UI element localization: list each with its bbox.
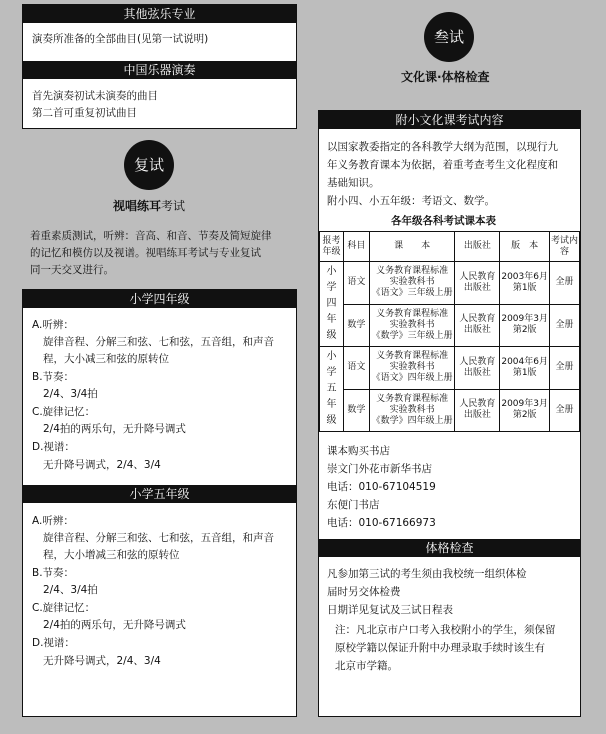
third-test-title: 文化课·体格检查 xyxy=(401,70,490,84)
book-line3: 《语文》三年级上册 xyxy=(371,288,453,299)
culture-p1: 以国家教委指定的各科教学大纲为范围，以现行九 xyxy=(327,141,558,153)
content-cell: 全册 xyxy=(550,262,580,305)
grade5-header: 小学五年级 xyxy=(23,485,296,503)
grade4-a-line1: 旋律音程、分解三和弦、七和弦，五音组，和声音 xyxy=(43,336,274,348)
retest-desc-1: 着重素质测试，听辨：音高、和音、节奏及简短旋律 xyxy=(30,230,272,242)
edition-cell xyxy=(500,347,550,390)
book-line2: 实验教科书 xyxy=(389,362,435,373)
bookstore-title: 课本购买书店 xyxy=(327,445,390,457)
col-publisher: 出版社 xyxy=(455,232,500,262)
publisher-cell xyxy=(455,389,500,432)
book-cell xyxy=(369,304,455,347)
grade4-b-label: B.节奏： xyxy=(32,371,75,383)
grade5-c-label: C.旋律记忆： xyxy=(32,602,96,614)
grade5-a-label: A.听辨： xyxy=(32,515,74,527)
book-line2: 实验教科书 xyxy=(389,277,435,288)
ear-training-box xyxy=(22,289,297,717)
content-cell: 全册 xyxy=(550,304,580,347)
grade4-c-label: C.旋律记忆： xyxy=(32,406,96,418)
book-line1: 义务教育课程标准 xyxy=(376,351,449,362)
edition-line2: 第2版 xyxy=(512,325,537,336)
book-line3: 《数学》四年级上册 xyxy=(371,415,453,426)
grade5-a-line1: 旋律音程、分解三和弦、七和弦，五音组，和声音 xyxy=(43,532,274,544)
table-row xyxy=(320,304,580,347)
retest-desc-3: 同一天交叉进行。 xyxy=(30,264,114,276)
col-content: 考试内容 xyxy=(550,232,580,262)
grade4-d-label: D.视谱： xyxy=(32,441,75,453)
textbook-table xyxy=(319,231,580,432)
physical-header: 体格检查 xyxy=(319,539,580,557)
physical-line1: 凡参加第三试的考生须由我校统一组织体检 xyxy=(327,568,527,580)
edition-line2: 第1版 xyxy=(512,367,537,378)
other-strings-header: 其他弦乐专业 xyxy=(23,5,296,23)
physical-note2: 原校学籍以保证升附中办理录取手续时该生有 xyxy=(335,642,545,654)
edition-line1: 2009年3月 xyxy=(501,314,548,325)
physical-note3: 北京市学籍。 xyxy=(335,660,398,672)
chinese-instruments-line2: 第二首可重复初试曲目 xyxy=(32,107,137,119)
col-grade: 报考年级 xyxy=(320,232,344,262)
grade5-a-line2: 程，大小增减三和弦的原转位 xyxy=(43,549,180,561)
publisher-cell xyxy=(455,304,500,347)
table-row xyxy=(320,347,580,390)
publisher-cell xyxy=(455,347,500,390)
table-row xyxy=(320,262,580,305)
grade4-d-line1: 无升降号调式，2/4、3/4 xyxy=(43,459,161,471)
grade5-d-label: D.视谱： xyxy=(32,637,75,649)
culture-p3: 基础知识。 xyxy=(327,177,380,189)
book-line3: 《数学》三年级上册 xyxy=(371,330,453,341)
publisher-line2: 出版社 xyxy=(463,410,491,421)
book-cell xyxy=(369,347,455,390)
book-line1: 义务教育课程标准 xyxy=(376,393,449,404)
grade4-header: 小学四年级 xyxy=(23,290,296,308)
book-line1: 义务教育课程标准 xyxy=(376,266,449,277)
edition-line2: 第2版 xyxy=(512,410,537,421)
book-line2: 实验教科书 xyxy=(389,319,435,330)
table-row xyxy=(320,389,580,432)
publisher-line1: 人民教育 xyxy=(459,356,496,367)
retest-title xyxy=(113,197,185,214)
edition-line1: 2004年6月 xyxy=(501,356,548,367)
culture-table-title: 各年级各科考试课本表 xyxy=(391,215,496,227)
edition-line2: 第1版 xyxy=(512,282,537,293)
publisher-line2: 出版社 xyxy=(463,282,491,293)
grade4-a-label: A.听辨： xyxy=(32,319,74,331)
grade4-a-line2: 程，大小减三和弦的原转位 xyxy=(43,353,169,365)
publisher-cell xyxy=(455,262,500,305)
book-line2: 实验教科书 xyxy=(389,404,435,415)
publisher-line1: 人民教育 xyxy=(459,271,496,282)
grade5-b-line1: 2/4、3/4拍 xyxy=(43,584,98,596)
publisher-line2: 出版社 xyxy=(463,325,491,336)
culture-box xyxy=(318,110,581,717)
col-subject: 科目 xyxy=(343,232,369,262)
edition-cell xyxy=(500,389,550,432)
bookstore-1-phone: 电话：010-67104519 xyxy=(327,481,436,493)
other-strings-line: 演奏所准备的全部曲目(见第一试说明) xyxy=(32,33,209,45)
physical-line3: 日期详见复试及三试日程表 xyxy=(327,604,453,616)
col-edition: 版 本 xyxy=(500,232,550,262)
subject-cell: 语文 xyxy=(343,262,369,305)
subject-cell: 数学 xyxy=(343,304,369,347)
content-cell: 全册 xyxy=(550,347,580,390)
bookstore-2-phone: 电话：010-67166973 xyxy=(327,517,436,529)
grade4-cell: 小学四年级 xyxy=(320,262,344,347)
content-cell: 全册 xyxy=(550,389,580,432)
physical-line2: 届时另交体检费 xyxy=(327,586,401,598)
edition-line1: 2003年6月 xyxy=(501,271,548,282)
other-strings-box xyxy=(22,4,297,129)
bookstore-1-name: 崇文门外花市新华书店 xyxy=(327,463,432,475)
subject-cell: 语文 xyxy=(343,347,369,390)
chinese-instruments-line1: 首先演奏初试未演奏的曲目 xyxy=(32,90,158,102)
retest-title-rest: 考试 xyxy=(161,199,186,213)
retest-desc-2: 的记忆和模仿以及视谱。视唱练耳考试与专业复试 xyxy=(30,247,261,259)
subject-cell: 数学 xyxy=(343,389,369,432)
edition-cell xyxy=(500,304,550,347)
col-book: 课 本 xyxy=(369,232,455,262)
physical-note1: 注：凡北京市户口考入我校附小的学生，须保留 xyxy=(335,624,556,636)
bookstore-2-name: 东便门书店 xyxy=(327,499,380,511)
grade4-c-line1: 2/4拍的两乐句，无升降号调式 xyxy=(43,423,186,435)
grade5-c-line1: 2/4拍的两乐句，无升降号调式 xyxy=(43,619,186,631)
grade5-d-line1: 无升降号调式，2/4、3/4 xyxy=(43,655,161,667)
chinese-instruments-header: 中国乐器演奏 xyxy=(23,61,296,79)
culture-p2: 年义务教育课本为依据，着重考查考生文化程度和 xyxy=(327,159,558,171)
book-line1: 义务教育课程标准 xyxy=(376,308,449,319)
book-line3: 《语文》四年级上册 xyxy=(371,373,453,384)
publisher-line1: 人民教育 xyxy=(459,399,496,410)
grade5-b-label: B.节奏： xyxy=(32,567,75,579)
publisher-line2: 出版社 xyxy=(463,367,491,378)
edition-cell xyxy=(500,262,550,305)
edition-line1: 2009年3月 xyxy=(501,399,548,410)
third-test-badge: 叁试 xyxy=(424,12,474,62)
culture-p4: 附小四、小五年级：考语文、数学。 xyxy=(327,195,495,207)
retest-badge: 复试 xyxy=(124,140,174,190)
grade4-b-line1: 2/4、3/4拍 xyxy=(43,388,98,400)
table-header-row xyxy=(320,232,580,262)
retest-title-bold: 视唱练耳 xyxy=(113,199,162,213)
book-cell xyxy=(369,389,455,432)
book-cell xyxy=(369,262,455,305)
publisher-line1: 人民教育 xyxy=(459,314,496,325)
culture-header: 附小文化课考试内容 xyxy=(319,111,580,129)
grade5-cell: 小学五年级 xyxy=(320,347,344,432)
